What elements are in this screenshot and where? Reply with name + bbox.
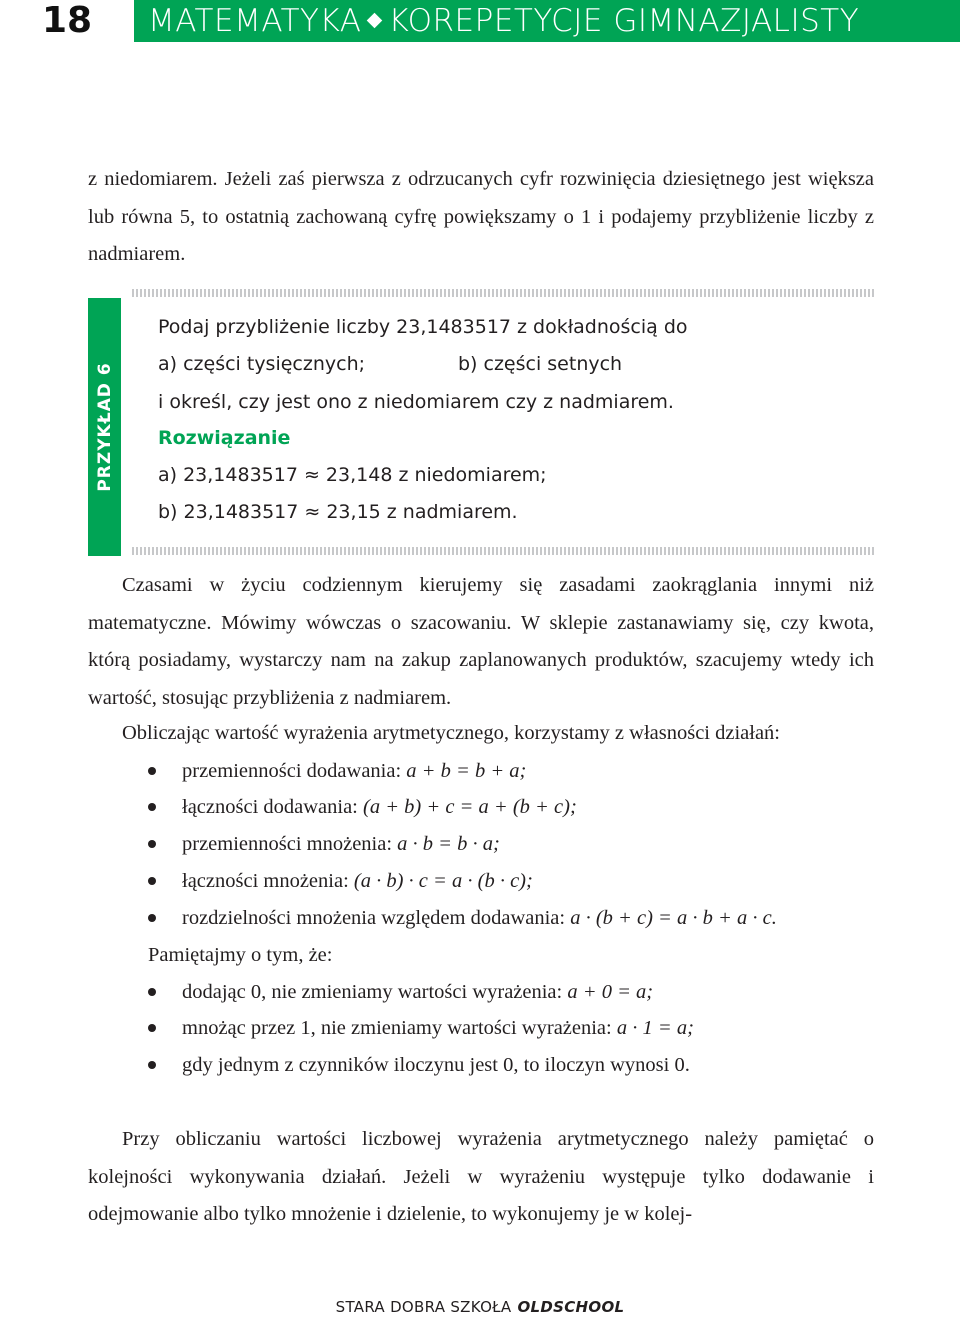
- header-title-subject: MATEMATYKA: [148, 3, 362, 39]
- intro-paragraph: z niedomiarem. Jeżeli zaś pierwsza z odrzucanych cyfr rozwinięcia dziesiętnego jest większa lub równa 5, to ostatnią zachowaną cyfrę powiększamy o 1 i podajemy przybliżenie liczby z nadmiarem.: [88, 168, 874, 265]
- example-task-end: i określ, czy jest ono z niedomiarem czy z nadmiarem.: [158, 391, 674, 413]
- page-header: [0, 0, 960, 42]
- remember-intro: Pamiętajmy o tym, że:: [148, 944, 333, 966]
- bullet-icon: [148, 988, 156, 996]
- header-title-series: KOREPETYCJE GIMNAZJALISTY: [388, 3, 860, 39]
- bullet-icon: [148, 1024, 156, 1032]
- diamond-separator-icon: [367, 13, 383, 29]
- example-options: [158, 351, 623, 377]
- list-item: dodając 0, nie zmieniamy wartości wyrażenia: a + 0 = a;: [182, 981, 654, 1003]
- header-title: [148, 0, 859, 42]
- page-footer: [0, 1298, 960, 1317]
- bullet-icon: [148, 803, 156, 811]
- oldschool-logo: OLDSCHOOL: [517, 1298, 625, 1316]
- properties-intro: Obliczając wartość wyrażenia arytmetycznego, korzystamy z własności działań:: [122, 722, 780, 744]
- bullet-icon: [148, 767, 156, 775]
- list-item: przemienności dodawania: a + b = b + a;: [182, 760, 527, 782]
- example-tab-label: PRZYKŁAD 6: [94, 362, 115, 492]
- answer-b: b) 23,1483517 ≈ 23,15 z nadmiarem.: [158, 501, 518, 523]
- example-top-rule: [132, 289, 874, 297]
- list-item: łączności mnożenia: (a · b) · c = a · (b · c);: [182, 870, 533, 892]
- bullet-icon: [148, 877, 156, 885]
- order-paragraph: Przy obliczaniu wartości liczbowej wyrażenia arytmetycznego należy pamiętać o kolejności wykonywania działań. Jeżeli w wyrażeniu występuje tylko dodawanie i odejmowanie albo tylko mnożenie i dzielenie, to wykonujemy je w kolej-: [88, 1128, 874, 1225]
- bullet-icon: [148, 840, 156, 848]
- list-item: przemienności mnożenia: a · b = b · a;: [182, 833, 500, 855]
- example-tab: [88, 298, 121, 556]
- example-option-b: b) części setnych: [458, 353, 623, 375]
- list-item: mnożąc przez 1, nie zmieniamy wartości wyrażenia: a · 1 = a;: [182, 1017, 694, 1039]
- example-bottom-rule: [132, 547, 874, 555]
- estimation-paragraph: Czasami w życiu codziennym kierujemy się zasadami zaokrąglania innymi niż matematyczne. Mówimy wówczas o szacowaniu. W sklepie zastanawiamy się, czy kwota, którą posiadamy, wystarczy nam na zakup zaplanowanych produktów, szacujemy wtedy ich wartość, stosując przybliżenia z nadmiarem.: [88, 574, 874, 709]
- footer-publisher: STARA DOBRA SZKOŁA: [335, 1298, 512, 1316]
- list-item: łączności dodawania: (a + b) + c = a + (b + c);: [182, 796, 577, 818]
- answer-a: a) 23,1483517 ≈ 23,148 z niedomiarem;: [158, 464, 547, 486]
- page-number: 18: [0, 0, 134, 42]
- bullet-icon: [148, 914, 156, 922]
- example-task: Podaj przybliżenie liczby 23,1483517 z dokładnością do: [158, 316, 688, 338]
- list-item: gdy jednym z czynników iloczynu jest 0, to iloczyn wynosi 0.: [182, 1054, 690, 1076]
- example-option-a: a) części tysięcznych;: [158, 353, 366, 375]
- bullet-icon: [148, 1061, 156, 1069]
- solution-heading: Rozwiązanie: [158, 427, 291, 449]
- list-item: rozdzielności mnożenia względem dodawania: a · (b + c) = a · b + a · c.: [182, 907, 777, 929]
